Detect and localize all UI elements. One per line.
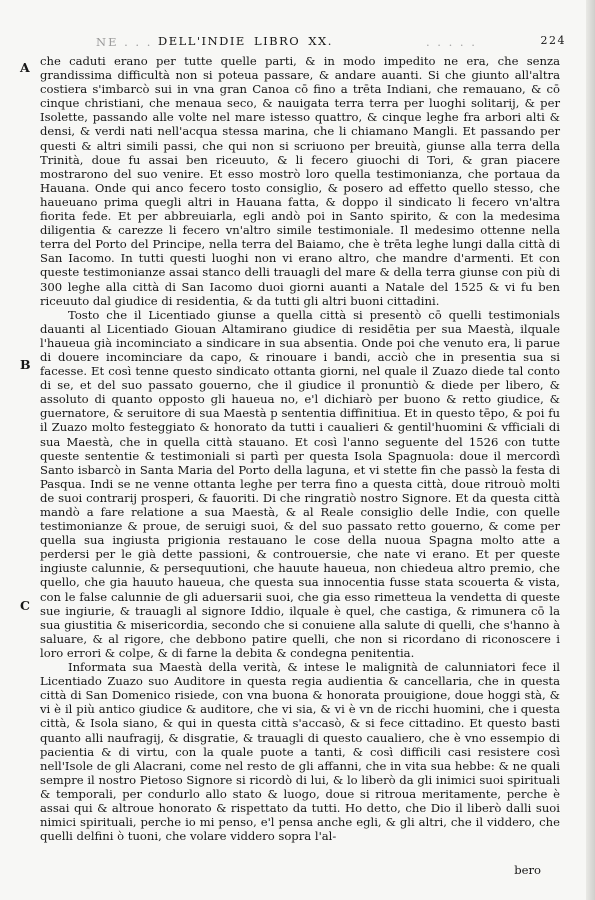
margin-letter-a: A [20, 60, 30, 75]
margin-letter-b: B [20, 357, 31, 372]
running-title: DELL'INDIE LIBRO XX. [158, 34, 333, 48]
body-text [40, 54, 560, 843]
page-number: 224 [540, 34, 566, 47]
margin-letter-c: C [20, 598, 30, 613]
catchword: bero [514, 863, 541, 877]
header-smudge-right: . . . . . [426, 35, 477, 49]
page-spine-shadow [586, 0, 595, 900]
page-header [66, 30, 566, 52]
header-smudge-left: NE . . . [96, 35, 153, 49]
paragraph-2: Tosto che il Licentiado giunse a quella città si presentò cō quelli testimonials dauanti al Licentiado Giouan Altamirano giudice di residētia per sua Maestà, ilquale l'haueua già incominciato a sindicare in sua absentia. Onde poi che venuto era, li parue di douere incominciare da capo, & rinouare i bandi, acciò che in presentia sua si facesse. Et così tenne questo sindicato ottanta giorni, nel quale il Zuazo diede tal conto di se, et del suo passato gouerno, che il giudice il pronuntiò & diede per libero, & assoluto di quanto opposto gli haueua no, e'l dichiarò per buono & retto giudice, & guernatore, & seruitore di sua Maestà p sententia diffinitiua. Et in questo tēpo, & poi fu il Zuazo molto festeggiato & honorato da tutti i caualieri & gentil'huomini & vfficiali di sua Maestà, che in quella città stauano. Et così l'anno seguente del 1526 con tutte queste sententie & testimoniali si partì per questa Isola Spagnuola: doue il mercordì Santo isbarcò in Santa Maria del Porto della laguna, et vi stette fin che passò la festa di Pasqua. Indi se ne venne ottanta leghe per terra fino a questa città, doue ritrouò molti de suoi contrarij prosperi, & fauoriti. Di che ringratiò nostro Signore. Et da questa città mandò a fare relatione a sua Maestà, & al Reale consiglio delle Indie, con quelle testimonianze & proue, de seruigi suoi, & del suo passato retto gouerno, & come per quella sua ingiusta prigionia restauano le cose della nuoua Spagna molto atte a perdersi per le già dette passioni, & controuersie, che nate vi erano. Et per queste ingiuste calunnie, & persequutioni, che hauute haueua, non chiedeua altro premio, che quello, che gia hauuto haueua, che questa sua innocentia fusse stata scouerta & vista, con le false calunnie de gli aduersarii suoi, che gia esso rimetteua la vendetta di queste sue ingiurie, & trauagli al signore Iddio, ilquale è quel, che castiga, & rimunera cō la sua giustitia & misericordia, secondo che si conuiene alla salute di quelli, che s'hanno à saluare, & al rigore, che debbono patire quelli, che non si ricordano di riconoscere i loro errori & colpe, & di farne la debita & condegna penitentia. [40, 307, 560, 660]
paragraph-3: Informata sua Maestà della verità, & intese le malignità de calunniatori fece il Licentiado Zuazo suo Auditore in questa regia audientia & cancellaria, che in questa città di San Domenico risiede, con vna buona & honorata prouigione, doue hoggi stà, & vi è il più antico giudice & auditore, che vi sia, & vi è vn de ricchi huomini, che i questa città, & Isola siano, & qui in questa città s'accasò, & si fece cittadino. Et questo basti quanto alli naufragij, & disgratie, & trauagli di questo caualiero, che è vno essempio di pacientia & di virtu, con la quale puote a tanti, & così difficili casi resistere così nell'Isole de gli Alacrani, come nel resto de gli affanni, che in vita sua hebbe: & ne quali sempre il nostro Pietoso Signore si ricordò di lui, & lo liberò da gli inimici suoi spirituali & temporali, per condurlo allo stato & luogo, doue si ritroua meritamente, perche è assai qui & altroue honorato & rispettato da tutti. Ho detto, che Dio il liberò dalli suoi nimici spirituali, perche io mi penso, e'l pensa anche egli, & gli altri, che il viddero, che quelli delfini ò tuoni, che volare viddero sopra l'al- [40, 660, 560, 844]
paragraph-1: che caduti erano per tutte quelle parti, & in modo impedito ne era, che senza grandissima difficultà non si poteua passare, & andare auanti. Si che giunto all'altra costiera s'imbarcò sui in vna gran Canoa cō fino a trēta Indiani, che remauano, & cō cinque christiani, che menaua seco, & nauigata terra terra per luoghi solitarij, & per Isolette, passando alle volte nel mare istesso quattro, & cinque leghe fra arbori alti & densi, & verdi nati nell'acqua stessa marina, che li chiamano Mangli. Et passando per questi & altri simili passi, che qui non si scriuono per breuità, giunse alla terra della Trinità, doue fu assai ben riceuuto, & li fecero giuochi di Tori, & gran piacere mostrarono del suo venire. Et esso mostrò loro quella testimonianza, che portaua da Hauana. Onde qui anco fecero tosto consiglio, & posero ad effetto quello stesso, che haueuano prima quegli altri in Hauana fatta, & doppo il sindicato li fecero vn'altra fiorita fede. Et per abbreuiarla, egli andò poi in Santo spirito, & con la medesima diligentia & carezze li fecero vn'altro simile testimoniale. Il medesimo ottenne nella terra del Porto del Principe, nella terra del Baiamo, che è trēta leghe lungi dalla città di San Iacomo. In tutti questi luoghi non vi erano altro, che mandre d'armenti. Et con queste testimonianze assai stanco delli trauagli del mare & della terra giunse con più di 300 leghe alla città di San Iacomo duoi giorni auanti a Natale del 1525 & vi fu ben riceuuto dal giudice di residentia, & da tutti gli altri buoni cittadini. [40, 54, 560, 308]
